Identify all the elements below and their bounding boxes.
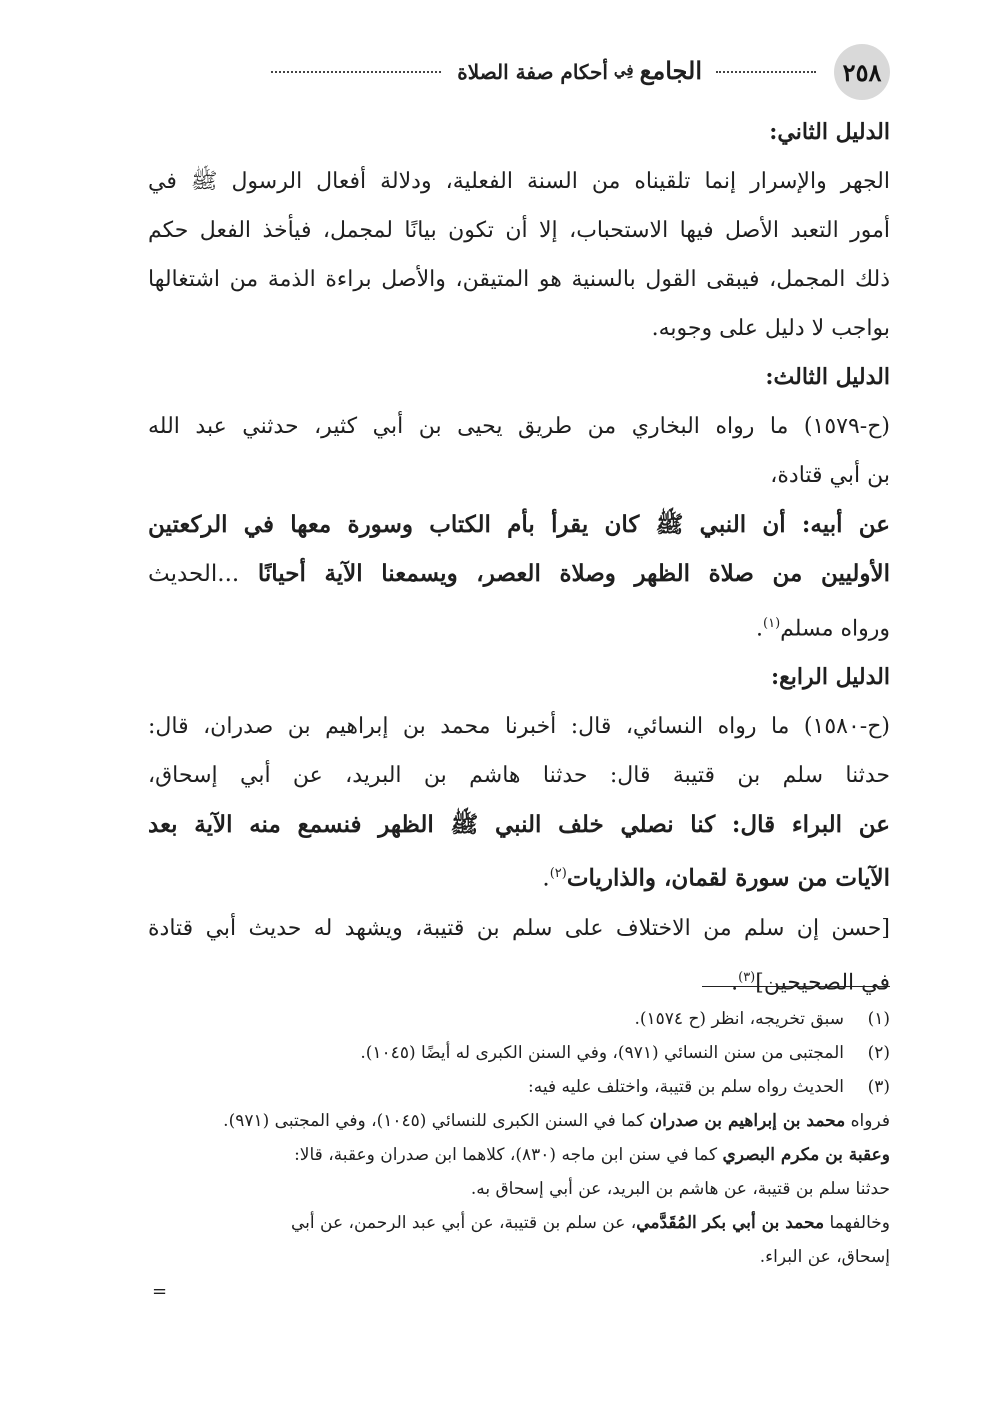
paragraph-line: (ح-١٥٧٩) ما رواه البخاري من طريق يحيى بن أبي كثير، حدثني عبد الله (148, 414, 890, 439)
hadith-text: الأوليين من صلاة الظهر وصلاة العصر، ويسمعنا الآية أحيانًا (257, 560, 891, 587)
hadith-line: عن أبيه: أن النبي ﷺ كان يقرأ بأم الكتاب وسورة معها في الركعتين (148, 511, 890, 538)
grading-line: [حسن إن سلم من الاختلاف على سلم بن قتيبة، ويشهد له حديث أبي قتادة (148, 915, 890, 941)
period: . (542, 865, 550, 892)
narration-line (148, 599, 890, 653)
footnote-text: كما في السنن الكبرى للنسائي (١٠٤٥)، وفي المجتبى (٩٧١). (223, 1111, 650, 1131)
main-text (148, 108, 890, 1007)
footnote-3-line: حدثنا سلم بن قتيبة، عن هاشم بن البريد، عن أبي إسحاق به. (470, 1179, 890, 1199)
period: . (756, 616, 764, 642)
heading-fourth-evidence: الدليل الرابع: (770, 664, 890, 691)
footnote-3-line (148, 1104, 890, 1138)
footnote-number: (٣) (867, 1077, 890, 1097)
hadith-line: عن البراء قال: كنا نصلي خلف النبي ﷺ الظهر فنسمع منه الآية بعد (148, 811, 890, 839)
footnote-3-line (148, 1206, 890, 1240)
footnote-text: سبق تخريجه، انظر (ح ١٥٧٤). (634, 1009, 844, 1029)
hadith-line (148, 849, 890, 904)
heading-third-evidence: الدليل الثالث: (765, 364, 890, 390)
footnotes (148, 1002, 890, 1274)
footnote-text: الحديث رواه سلم بن قتيبة، واختلف عليه فيه: (528, 1077, 844, 1097)
footnote-text: المجتبى من سنن النسائي (٩٧١)، وفي السنن الكبرى له أيضًا (١٠٤٥). (360, 1043, 844, 1063)
continued-mark: = (152, 1281, 168, 1302)
grading-text: في الصحيحين] (755, 970, 890, 996)
page-number: ٢٥٨ (834, 44, 890, 100)
paragraph-line: بن أبي قتادة، (770, 463, 890, 488)
footnote-text: ، عن سلم بن قتيبة، عن أبي عبد الرحمن، عن أبي (290, 1213, 637, 1233)
hadith-text: الآيات من سورة لقمان، والذاريات (566, 864, 890, 892)
footnote-number: (٢) (867, 1043, 890, 1063)
paragraph-line: بواجب لا دليل على وجوبه. (651, 316, 890, 341)
narration-text: ورواه مسلم (780, 616, 890, 642)
paragraph-line: حدثنا سلم بن قتيبة قال: حدثنا هاشم بن البريد، عن أبي إسحاق، (148, 763, 890, 789)
footnote-ref[interactable]: (٢) (549, 866, 567, 882)
hadith-line (148, 549, 890, 599)
footnote-separator (702, 986, 890, 987)
footnote-ref[interactable]: (٣) (738, 969, 756, 985)
footnote-3-line: إسحاق، عن البراء. (759, 1247, 890, 1267)
paragraph-line: ذلك المجمل، فيبقى القول بالسنية هو المتيقن، والأصل براءة الذمة من اشتغالها (148, 267, 890, 292)
hadith-tail: ...الحديث (148, 561, 240, 587)
paragraph-line: أمور التعبد الأصل فيها الاستحباب، إلا أن تكون بيانًا لمجمل، فيأخذ الفعل حكم (148, 218, 890, 243)
grading-line (148, 953, 890, 1007)
running-title (271, 56, 816, 85)
footnote-text: وخالفهما (824, 1213, 890, 1233)
paragraph-line: (ح-١٥٨٠) ما رواه النسائي، قال: أخبرنا محمد بن إبراهيم بن صدران، قال: (148, 714, 890, 740)
narrator-name: محمد بن أبي بكر المُقَدَّمي (636, 1213, 825, 1233)
header-dots-left (271, 71, 441, 73)
footnote-2 (148, 1036, 890, 1070)
footnote-text: فرواه (845, 1111, 890, 1131)
paragraph-line: الجهر والإسرار إنما تلقيناه من السنة الفعلية، ودلالة أفعال الرسول ﷺ في (148, 169, 890, 194)
footnote-number: (١) (867, 1009, 890, 1029)
narrator-name: محمد بن إبراهيم بن صدران (649, 1111, 846, 1131)
narrator-name: وعقبة بن مكرم البصري (722, 1145, 890, 1165)
footnote-1 (148, 1002, 890, 1036)
running-title-sub: أحكام صفة الصلاة (457, 60, 608, 84)
heading-second-evidence: الدليل الثاني: (769, 119, 890, 145)
page-header (148, 44, 890, 104)
footnote-3-line (148, 1138, 890, 1172)
footnote-3 (148, 1070, 890, 1104)
running-title-main: الجامع (639, 56, 702, 85)
footnote-text: كما في سنن ابن ماجه (٨٣٠)، كلاهما ابن صدران وعقبة، قالا: (294, 1145, 723, 1165)
footnote-ref[interactable]: (١) (763, 616, 781, 631)
header-dots-right (716, 71, 816, 73)
running-title-mid: فِي (613, 61, 634, 79)
period: . (731, 970, 739, 996)
